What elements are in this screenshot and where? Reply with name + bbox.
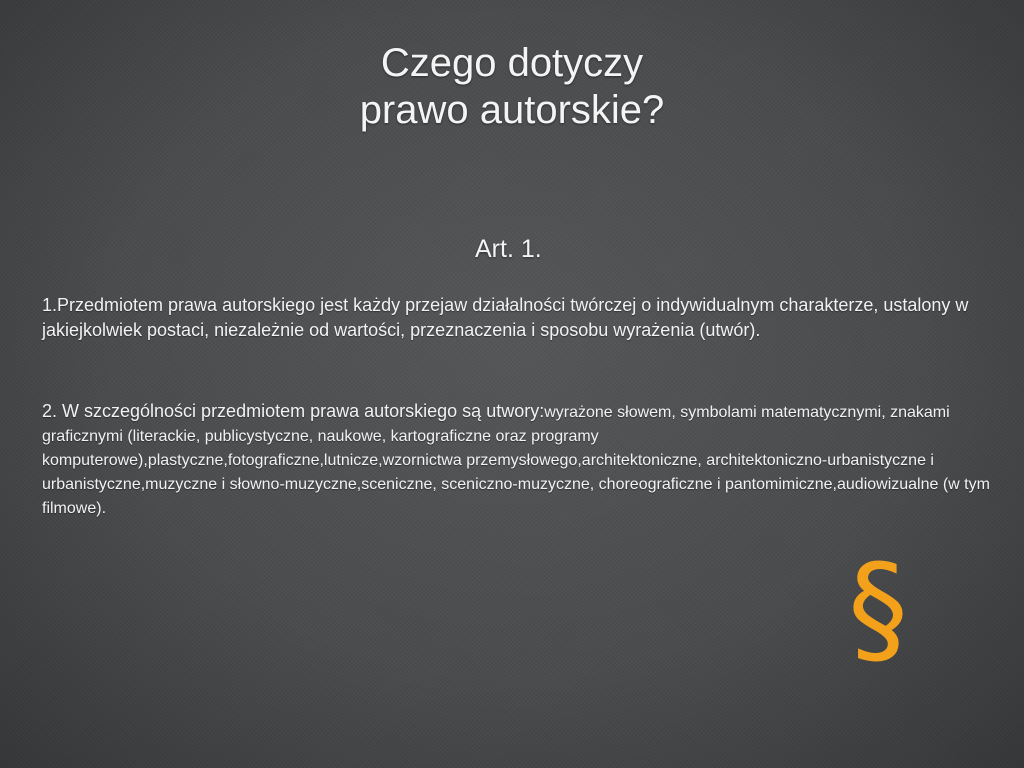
paragraph-1: 1.Przedmiotem prawa autorskiego jest każdy przejaw działalności twórczej o indywidualnym charakterze, ustalony w jakiejkolwiek postaci, niezależnie od wartości, przeznaczenia i sposobu wyrażenia (utwór). <box>42 295 969 340</box>
paragraph-2-rest: wyrażone słowem, symbolami matematycznymi, znakami graficznymi (literackie, publicystyczne, naukowe, kartograficzne oraz programy komputerowe),plastyczne,fotograficzne,lutnicze,wzornictwa przemysłowego,architektoniczne, architektoniczno-urbanistyczne i urbanistyczne,muzyczne i słowno-muzyczne,sceniczne, sceniczno-muzyczne, choreograficzne i pantomimiczne,audiowizualne (w tym filmowe). <box>42 404 990 517</box>
slide-title-line-2: prawo autorskie? <box>359 88 665 132</box>
paragraph-2 <box>42 399 992 521</box>
slide-title <box>0 40 1024 134</box>
section-sign-icon: § <box>848 540 908 679</box>
paragraph-2-lead: 2. W szczególności przedmiotem prawa autorskiego są utwory: <box>42 401 545 421</box>
article-label: Art. 1. <box>475 235 542 263</box>
slide-title-line-1: Czego dotyczy <box>380 41 644 85</box>
